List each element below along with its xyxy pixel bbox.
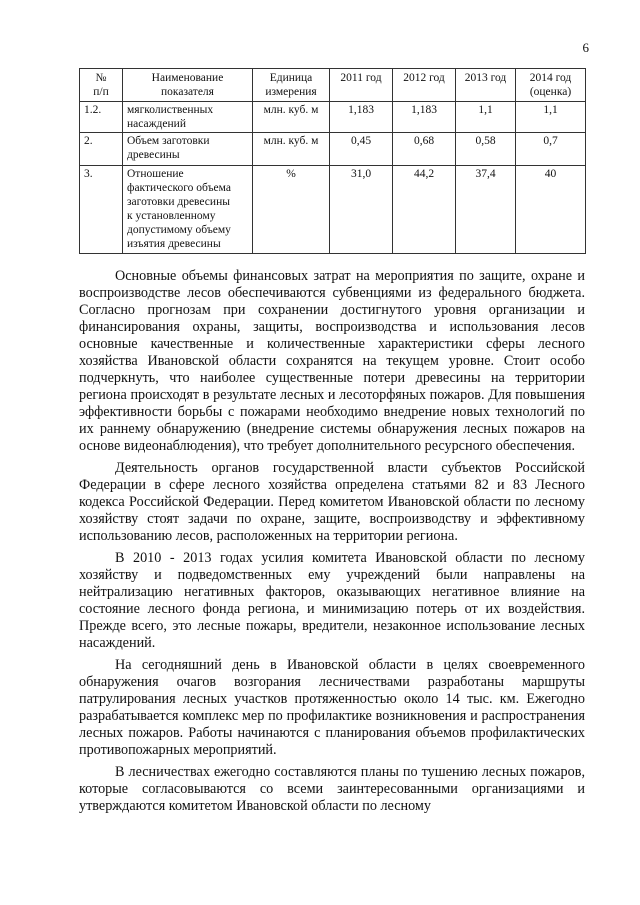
table-header-row [80, 69, 586, 102]
body-text [79, 268, 585, 820]
row-number: 2. [80, 133, 123, 166]
indicators-table [79, 68, 586, 254]
row-value-2014: 0,7 [516, 133, 586, 166]
row-value-2014: 40 [516, 166, 586, 254]
row-value-2011: 1,183 [330, 102, 393, 133]
table-row [80, 133, 586, 166]
paragraph: Деятельность органов государственной власти субъектов Российской Федерации в сфере лесного хозяйства определена статьями 82 и 83 Лесного кодекса Российской Федерации. Перед комитетом Ивановской области по лесному хозяйству стоят задачи по охране, защите, воспроизводству и эффективному использованию лесов, расположенных на территории региона. [79, 460, 585, 544]
row-unit: % [253, 166, 330, 254]
paragraph: На сегодняшний день в Ивановской области в целях своевременного обнаружения очагов возгорания лесничествами разработаны маршруты патрулирования лесных участков протяженностью около 14 тыс. км. Ежегодно разрабатывается комплекс мер по профилактике возникновения и распространения лесных пожаров. Работы начинаются с планирования объемов профилактических противопожарных мероприятий. [79, 657, 585, 758]
row-value-2014: 1,1 [516, 102, 586, 133]
header-2013: 2013 год [456, 69, 516, 102]
row-value-2012: 44,2 [393, 166, 456, 254]
row-number: 1.2. [80, 102, 123, 133]
row-unit: млн. куб. м [253, 102, 330, 133]
row-value-2012: 1,183 [393, 102, 456, 133]
table-row [80, 166, 586, 254]
row-unit: млн. куб. м [253, 133, 330, 166]
row-number: 3. [80, 166, 123, 254]
header-indicator-name: Наименование показателя [123, 69, 253, 102]
table-row [80, 102, 586, 133]
paragraph: В лесничествах ежегодно составляются планы по тушению лесных пожаров, которые согласовываются со всеми заинтересованными организациями и утверждаются комитетом Ивановской области по лесному [79, 764, 585, 814]
row-indicator: Объем заготовки древесины [123, 133, 253, 166]
row-value-2012: 0,68 [393, 133, 456, 166]
row-value-2011: 0,45 [330, 133, 393, 166]
header-unit: Единица измерения [253, 69, 330, 102]
row-indicator: Отношение фактического объема заготовки древесины к установленному допустимому объему изъятия древесины [123, 166, 253, 254]
header-2014: 2014 год (оценка) [516, 69, 586, 102]
header-2012: 2012 год [393, 69, 456, 102]
row-value-2011: 31,0 [330, 166, 393, 254]
header-2011: 2011 год [330, 69, 393, 102]
row-indicator: мягколиственных насаждений [123, 102, 253, 133]
row-value-2013: 0,58 [456, 133, 516, 166]
page-number: 6 [582, 40, 589, 55]
paragraph: В 2010 - 2013 годах усилия комитета Ивановской области по лесному хозяйству и подведомственных ему учреждений были направлены на нейтрализацию негативных факторов, оказывающих негативное влияние на состояние лесного фонда региона, и минимизацию потерь от их воздействия. Прежде всего, это лесные пожары, вредители, незаконное использование лесных насаждений. [79, 550, 585, 651]
header-number: № п/п [80, 69, 123, 102]
row-value-2013: 1,1 [456, 102, 516, 133]
row-value-2013: 37,4 [456, 166, 516, 254]
paragraph: Основные объемы финансовых затрат на мероприятия по защите, охране и воспроизводстве лесов обеспечиваются субвенциями из федерального бюджета. Согласно прогнозам при сохранении достигнутого уровня организации и финансирования охраны, защиты, воспроизводства и использования лесов основные качественные и количественные характеристики сферы лесного хозяйства Ивановской области сохранятся на текущем уровне. Стоит особо подчеркнуть, что наиболее существенные потери древесины на территории региона происходят в результате лесных и лесоторфяных пожаров. Для повышения эффективности борьбы с пожарами необходимо внедрение новых технологий по их раннему обнаружению (внедрение системы обнаружения лесных пожаров на основе видеонаблюдения), что требует дополнительного ресурсного обеспечения. [79, 268, 585, 454]
